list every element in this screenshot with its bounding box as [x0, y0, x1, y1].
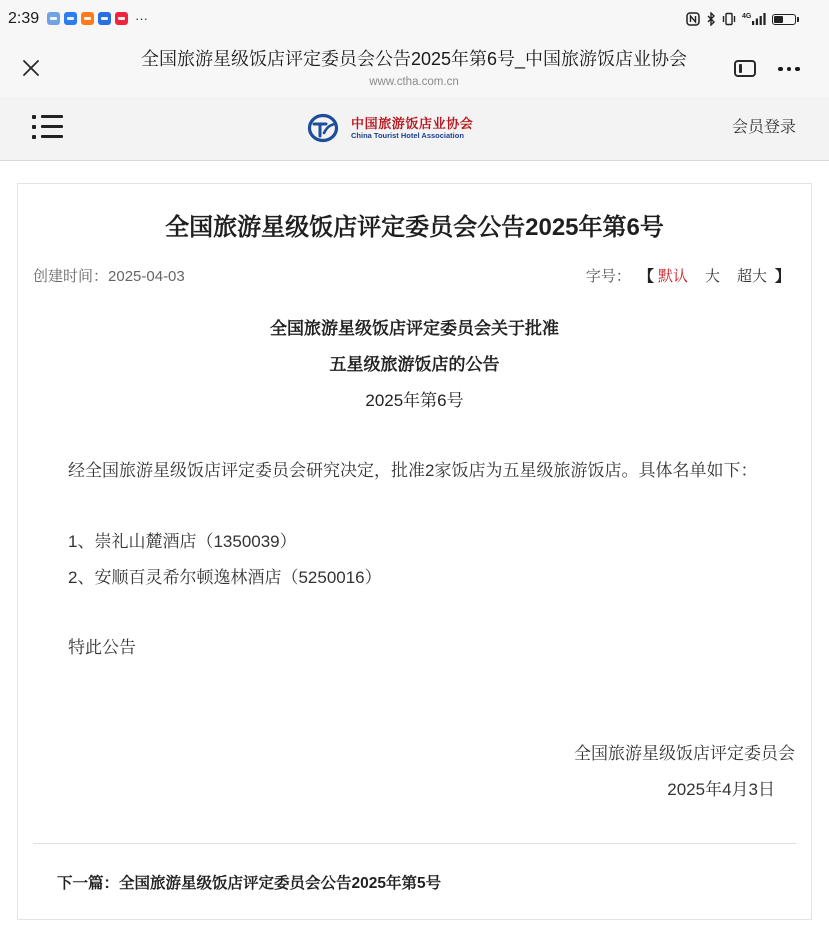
bracket-open: 【 [638, 268, 654, 285]
clock: 2:39 [8, 10, 40, 27]
network-type: 4G [742, 13, 752, 20]
font-size-switcher [586, 266, 790, 288]
signal-indicator [742, 13, 766, 25]
created-date: 2025-04-03 [108, 268, 185, 285]
video-app-icon [115, 12, 128, 25]
font-size-option-default[interactable]: 默认 [657, 268, 688, 285]
menu-row [32, 115, 64, 119]
next-title: 全国旅游星级饭店评定委员会公告2025年第5号 [119, 875, 442, 892]
shopping-app-icon [81, 12, 94, 25]
site-header [0, 97, 829, 161]
system-icons [686, 11, 796, 27]
font-size-option-large[interactable]: 大 [704, 268, 720, 285]
more-dot [778, 67, 783, 72]
menu-row [32, 135, 64, 139]
tabs-icon[interactable] [734, 60, 756, 77]
battery-icon [772, 14, 796, 25]
article-title: 全国旅游星级饭店评定委员会公告2025年第6号 [165, 214, 664, 241]
site-logo[interactable] [307, 110, 473, 146]
logo-name-cn: 中国旅游饭店业协会 [351, 115, 474, 131]
article-body: 经全国旅游星级饭店评定委员会研究决定，批准2家饭店为五星级旅游饭店。具体名单如下： [68, 461, 758, 480]
notification-icons [47, 12, 148, 25]
signature-date: 2025年4月3日 [667, 780, 775, 799]
browser-url: www.ctha.com.cn [369, 76, 459, 88]
close-icon[interactable] [20, 57, 42, 79]
message-app-icon [98, 12, 111, 25]
bracket-close: 】 [774, 268, 790, 285]
logo-name-en: China Tourist Hotel Association [351, 130, 464, 140]
signal-icon [752, 13, 766, 25]
article-card [17, 183, 812, 920]
browser-page-title: 全国旅游星级饭店评定委员会公告2025年第6号_中国旅游饭店业协会 [140, 49, 688, 69]
menu-row [32, 125, 64, 129]
nfc-icon [686, 12, 700, 26]
list-item: 1、崇礼山麓酒店（1350039） [68, 532, 297, 551]
browser-app-icon [64, 12, 77, 25]
more-icon[interactable] [778, 65, 802, 73]
vibrate-icon [722, 12, 736, 26]
menu-list-icon[interactable] [32, 113, 64, 141]
list-item: 2、安顺百灵希尔顿逸林酒店（5250016） [68, 568, 382, 587]
notes-app-icon [47, 12, 60, 25]
member-login-link[interactable]: 会员登录 [731, 119, 796, 136]
next-label: 下一篇： [57, 875, 120, 892]
font-size-label: 字号： [585, 268, 631, 285]
more-notifications: ··· [135, 11, 148, 26]
battery-level [774, 16, 783, 23]
address-bar[interactable] [110, 46, 718, 94]
announcement-number: 2025年第6号 [365, 391, 464, 410]
divider [33, 843, 796, 844]
announcement-heading-line-1: 全国旅游星级饭店评定委员会关于批准 [270, 319, 559, 338]
announcement-heading-line-2: 五星级旅游饭店的公告 [329, 355, 500, 374]
browser-toolbar [0, 38, 829, 97]
status-bar [0, 0, 829, 38]
closing-text: 特此公告 [68, 638, 136, 657]
font-size-option-xlarge[interactable]: 超大 [736, 268, 767, 285]
association-logo-icon [307, 113, 339, 143]
created-label: 创建时间： [33, 268, 109, 285]
logo-text [351, 116, 473, 141]
more-dot [795, 67, 800, 72]
more-dot [787, 67, 792, 72]
bluetooth-icon [706, 12, 716, 26]
next-article-link[interactable] [57, 873, 441, 895]
article-meta [33, 266, 185, 288]
signature-org: 全国旅游星级饭店评定委员会 [574, 744, 795, 763]
